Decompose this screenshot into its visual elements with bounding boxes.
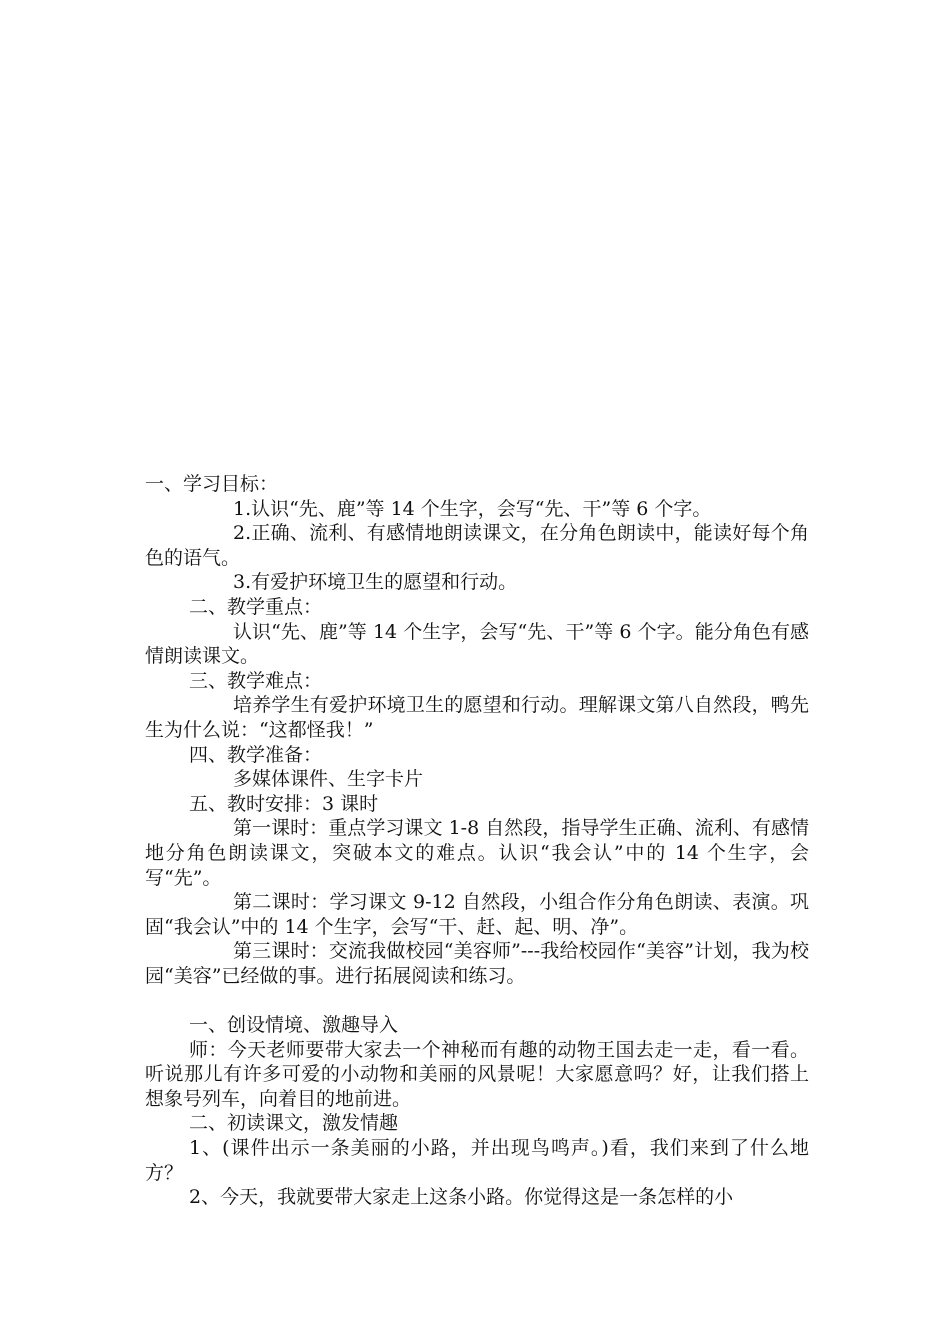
goal-item-2: 2.正确、流利、有感情地朗读课文，在分角色朗读中，能读好每个角色的语气。 xyxy=(145,522,809,569)
blank-line xyxy=(145,988,809,1013)
difficulties-text: 培养学生有爱护环境卫生的愿望和行动。理解课文第八自然段，鸭先生为什么说：“这都怪我！” xyxy=(145,694,809,741)
section-heading-difficulties: 三、教学难点： xyxy=(189,669,323,692)
section-heading-schedule: 五、教时安排：3 课时 xyxy=(189,792,379,815)
first-read-step-2: 2、今天，我就要带大家走上这条小路。你觉得这是一条怎样的小 xyxy=(189,1186,734,1209)
key-points-text: 认识“先、鹿”等 14 个生字，会写“先、干”等 6 个字。能分角色有感情朗读课文。 xyxy=(145,620,809,668)
preparation-text: 多媒体课件、生字卡片 xyxy=(233,768,424,791)
schedule-lesson-3: 第三课时：交流我做校园“美容师”---我给校园作“美容”计划，我为校园“美容”已经做的事。进行拓展阅读和练习。 xyxy=(145,940,809,987)
schedule-lesson-2: 第二课时：学习课文 9-12 自然段，小组合作分角色朗读、表演。巩固“我会认”中的 14 个生字，会写“干、赶、起、明、净”。 xyxy=(145,891,809,938)
section-heading-preparation: 四、教学准备： xyxy=(189,743,323,766)
process-heading-intro: 一、创设情境、激趣导入 xyxy=(189,1014,399,1037)
schedule-lesson-1: 第一课时：重点学习课文 1-8 自然段，指导学生正确、流利、有感情地分角色朗读课文，突破本文的难点。认识“我会认”中的 14 个生字，会写“先”。 xyxy=(145,817,809,889)
goal-item-1: 1.认识“先、鹿”等 14 个生字，会写“先、干”等 6 个字。 xyxy=(233,497,712,520)
section-heading-goals: 一、学习目标： xyxy=(145,473,279,495)
teacher-intro-text: 师：今天老师要带大家去一个神秘而有趣的动物王国去走一走，看一看。听说那儿有许多可爱的小动物和美丽的风景呢！大家愿意吗？好，让我们搭上想象号列车，向着目的地前进。 xyxy=(145,1038,809,1110)
document-body xyxy=(145,472,809,1210)
section-heading-key-points: 二、教学重点： xyxy=(189,595,323,618)
goal-item-3: 3.有爱护环境卫生的愿望和行动。 xyxy=(233,571,518,594)
first-read-step-1: 1、(课件出示一条美丽的小路，并出现鸟鸣声。)看，我们来到了什么地方？ xyxy=(145,1137,809,1184)
process-heading-first-read: 二、初读课文，激发情趣 xyxy=(189,1112,399,1135)
